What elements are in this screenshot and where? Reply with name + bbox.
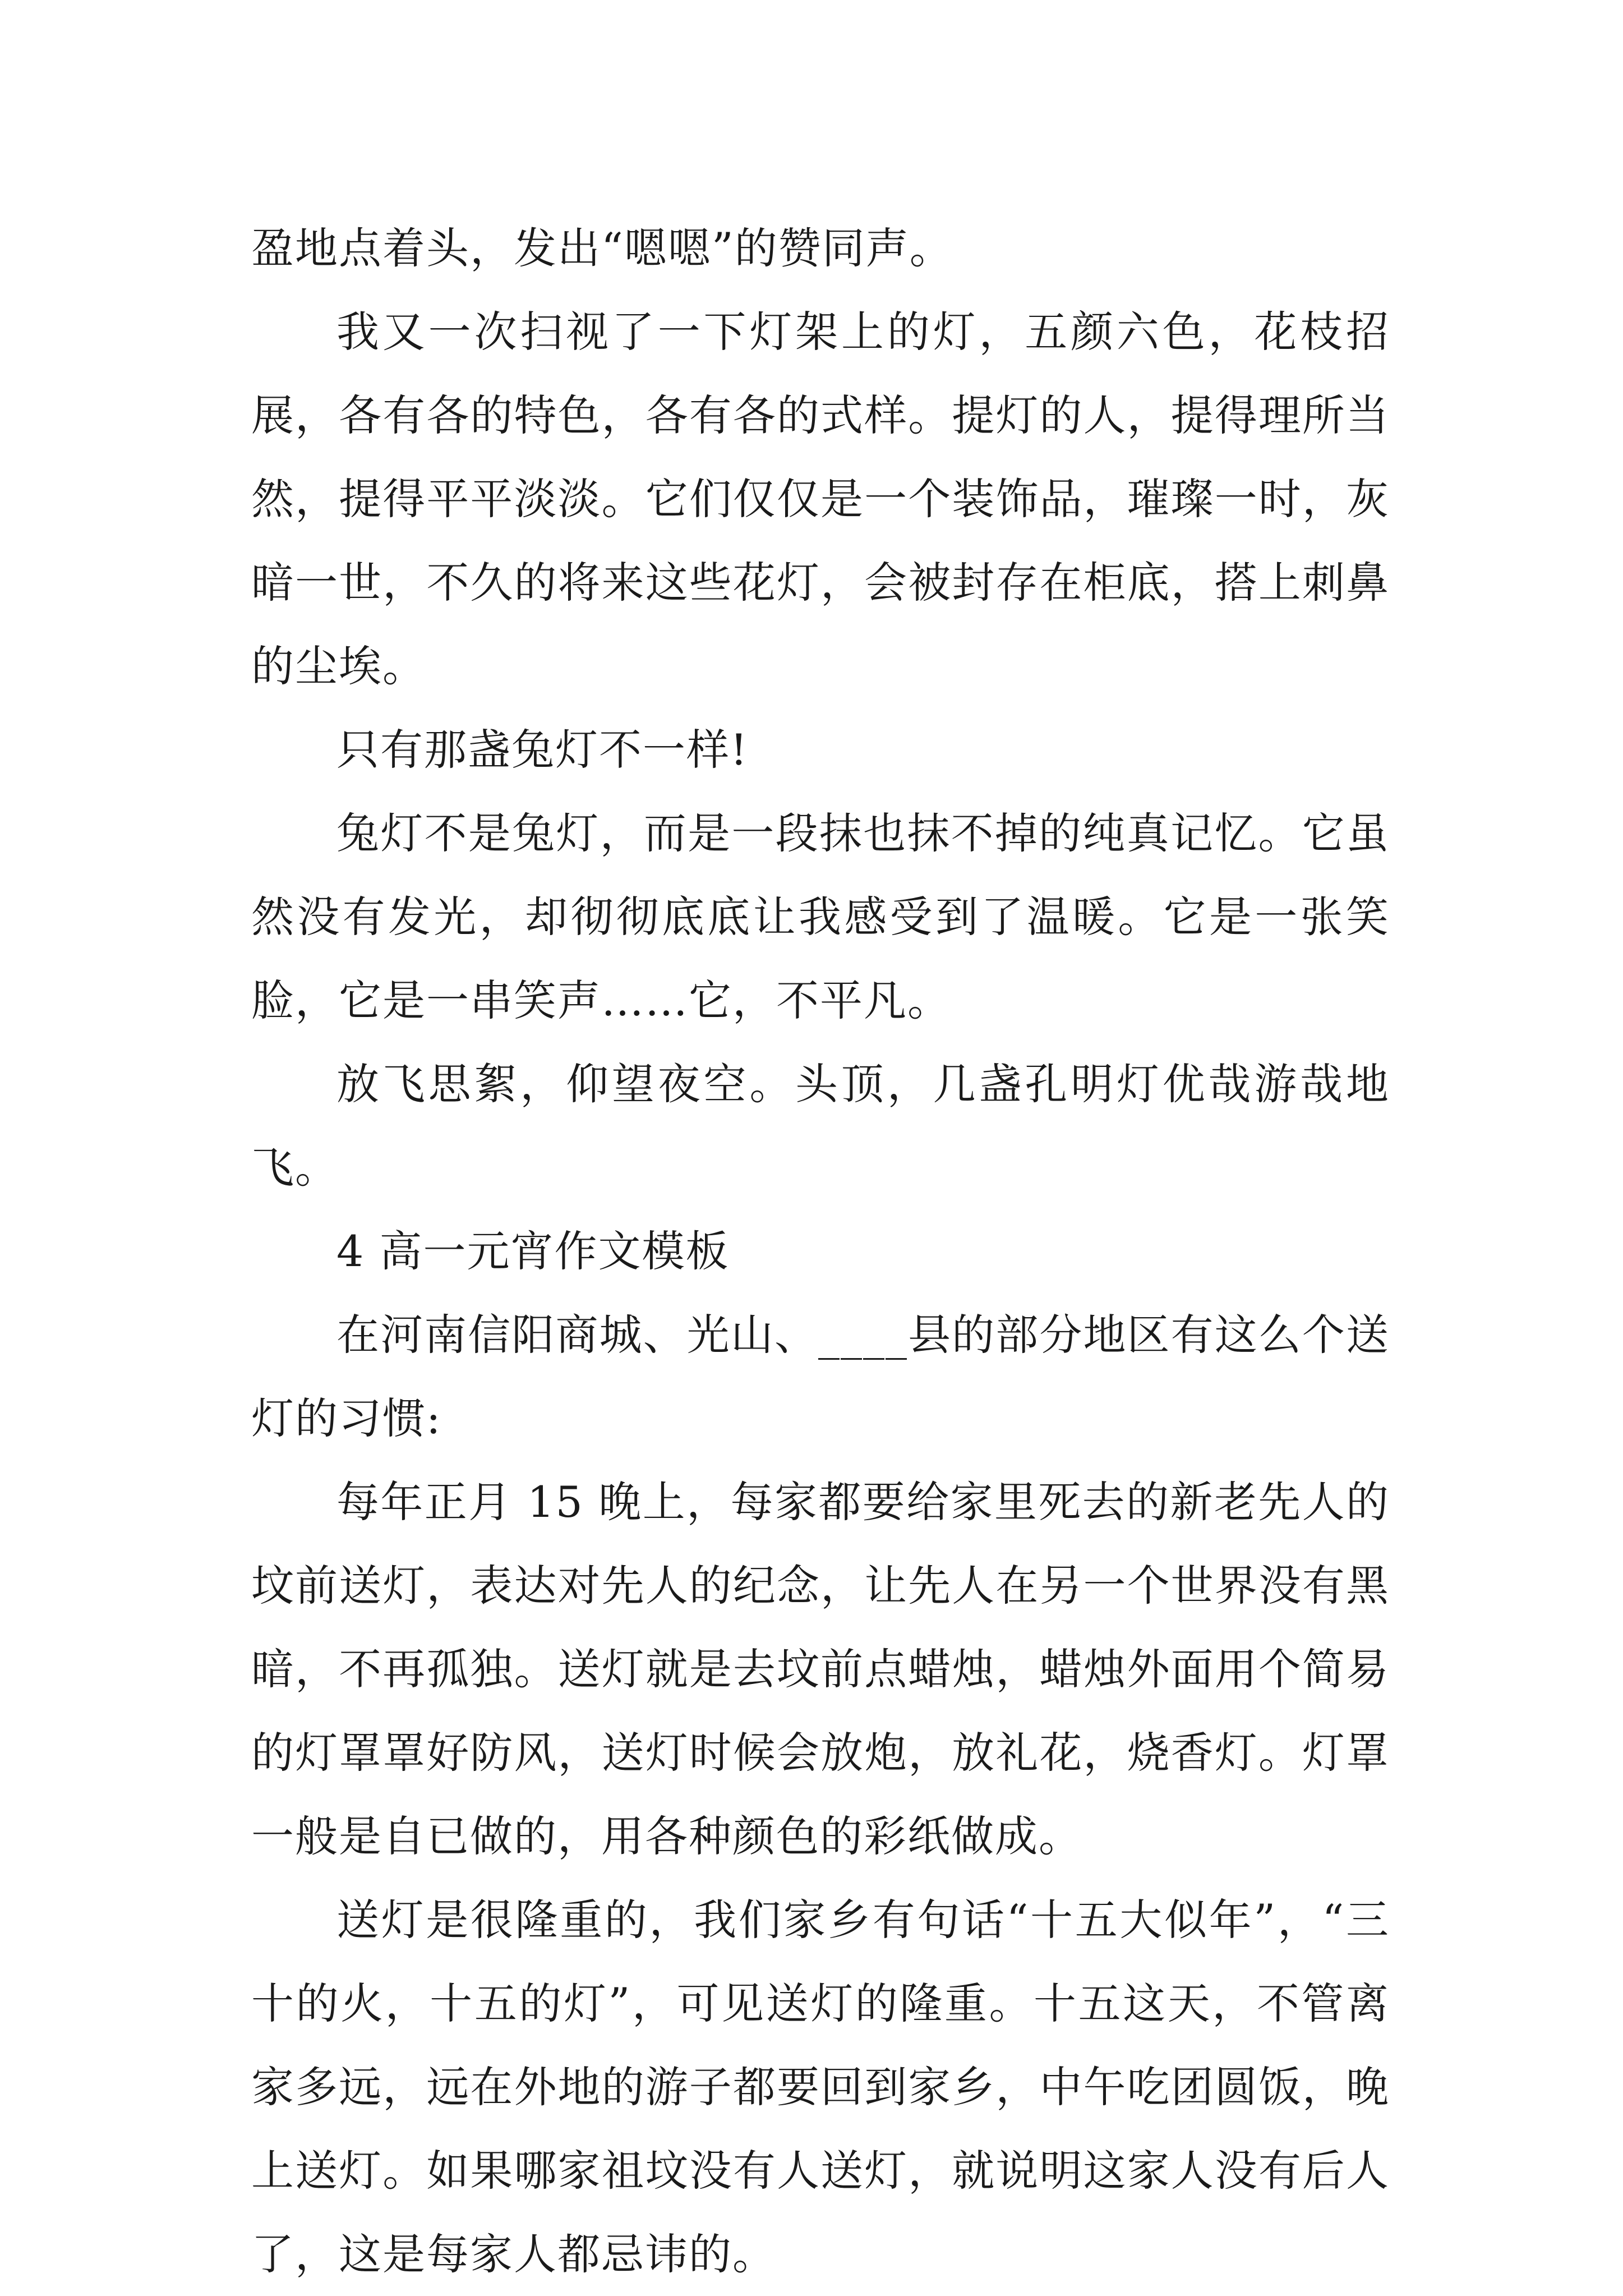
paragraph-7: 每年正月 15 晚上，每家都要给家里死去的新老先人的坟前送灯，表达对先人的纪念，让先人在另一个世界没有黑暗，不再孤独。送灯就是去坟前点蜡烛，蜡烛外面用个简易的灯罩罩好防风，送灯时候会放炮，放礼花，烧香灯。灯罩一般是自已做的，用各种颜色的彩纸做成。: [251, 1477, 1390, 1861]
section-heading: 4 高一元宵作文模板: [336, 1226, 730, 1276]
paragraph-2: 我又一次扫视了一下灯架上的灯，五颜六色，花枝招展，各有各的特色，各有各的式样。提灯的人，提得理所当然，提得平平淡淡。它们仅仅是一个装饰品，璀璨一时，灰暗一世，不久的将来这些花灯，会被封存在柜底，搭上刺鼻的尘埃。: [251, 307, 1390, 691]
paragraph-8: 送灯是很隆重的，我们家乡有句话“十五大似年”，“三十的火，十五的灯”，可见送灯的隆重。十五这天，不管离家多远，远在外地的游子都要回到家乡，中午吃团圆饭，晚上送灯。如果哪家祖坟没有人送灯，就说明这家人没有后人了，这是每家人都忌讳的。: [251, 1895, 1390, 2279]
document-body: [251, 206, 1390, 2296]
paragraph-5: 放飞思絮，仰望夜空。头顶，几盏孔明灯优哉游哉地飞。: [251, 1059, 1390, 1193]
paragraph-6: 在河南信阳商城、光山、____县的部分地区有这么个送灯的习惯:: [251, 1310, 1390, 1443]
paragraph-1: 盈地点着头，发出“嗯嗯”的赞同声。: [251, 223, 953, 273]
paragraph-4: 兔灯不是兔灯，而是一段抹也抹不掉的纯真记忆。它虽然没有发光，却彻彻底底让我感受到了温暖。它是一张笑脸，它是一串笑声……它，不平凡。: [251, 808, 1390, 1025]
paragraph-3: 只有那盏兔灯不一样!: [336, 725, 749, 775]
